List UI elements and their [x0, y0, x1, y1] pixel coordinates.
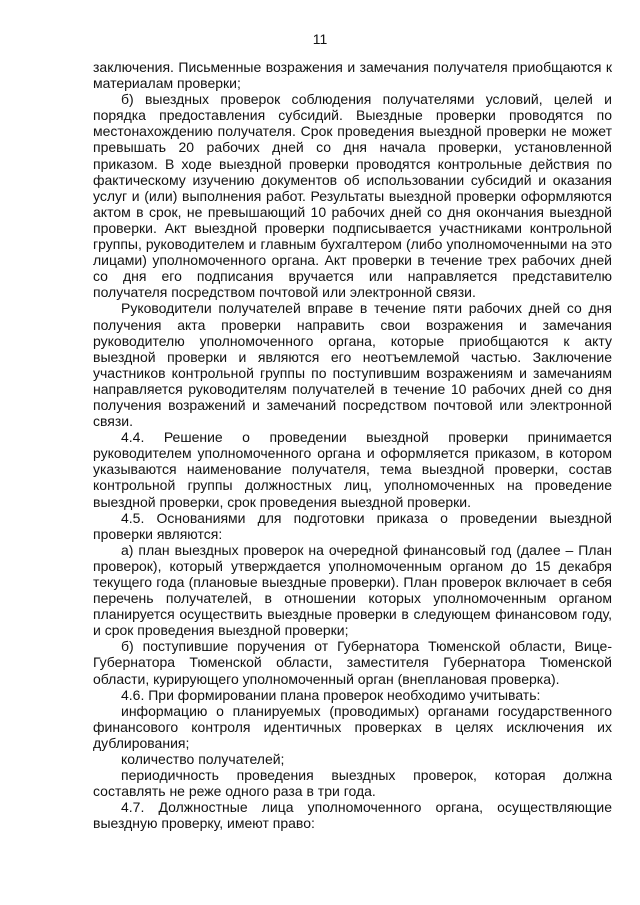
paragraph-continuation: заключения. Письменные возражения и замечания получателя приобщаются к материалам проверки;: [93, 59, 612, 92]
paragraph-item-a: а) план выездных проверок на очередной финансовый год (далее – План проверок), который утверждается уполномоченным органом до 15 декабря текущего года (плановые выездные проверки). План проверок включает в себя перечень получателей, в отношении которых уполномоченным органом планируется осуществить выездные проверки в следующем финансовом году, и срок проведения выездной проверки;: [93, 541, 612, 639]
paragraph-objections: Руководители получателей вправе в течение пяти рабочих дней со дня получения акта проверки направить свои возражения и замечания руководителю уполномоченного органа, которые приобщаются к акту выездной проверки и являются его неотъемлемой частью. Заключение участников контрольной группы по поступившим возражениям и замечаниям направляется руководителям получателей в течение 10 рабочих дней со дня получения возражений и замечаний посредством почтовой или электронной связи.: [93, 300, 612, 430]
paragraph-clause-4-6: 4.6. При формировании плана проверок необходимо учитывать:: [121, 686, 541, 703]
paragraph-frequency: периодичность проведения выездных проверок, которая должна составлять не реже одного раза в три года.: [93, 767, 612, 800]
paragraph-recipient-count: количество получателей;: [121, 751, 285, 768]
paragraph-clause-4-7: 4.7. Должностные лица уполномоченного органа, осуществляющие выездную проверку, имеют право:: [93, 799, 612, 832]
page-number: 11: [312, 31, 328, 47]
paragraph-onsite-inspections: б) выездных проверок соблюдения получателями условий, целей и порядка предоставления субсидий. Выездные проверки проводятся по местонахождению получателя. Срок проведения выездной проверки не может превышать 20 рабочих дней со дня начала проверки, установленной приказом. В ходе выездной проверки проводятся контрольные действия по фактическому изучению документов об использовании субсидий и оказания услуг и (или) выполнения работ. Результаты выездной проверки оформляются актом в срок, не превышающий 10 рабочих дней со дня окончания выездной проверки. Акт выездной проверки подписывается участниками контрольной группы, руководителем и главным бухгалтером (либо уполномоченными на это лицами) уполномоченного органа. Акт проверки в течение трех рабочих дней со дня его подписания вручается или направляется представителю получателя посредством почтовой или электронной связи.: [93, 91, 612, 301]
document-body: [93, 59, 612, 832]
paragraph-clause-4-4: 4.4. Решение о проведении выездной проверки принимается руководителем уполномоченного органа и оформляется приказом, в котором указываются наименование получателя, тема выездной проверки, состав контрольной группы должностных лиц, уполномоченных на проведение выездной проверки, срок проведения выездной проверки.: [93, 429, 612, 510]
paragraph-information: информацию о планируемых (проводимых) органами государственного финансового контроля идентичных проверках в целях исключения их дублирования;: [93, 702, 612, 751]
paragraph-clause-4-5: 4.5. Основаниями для подготовки приказа о проведении выездной проверки являются:: [93, 509, 612, 542]
paragraph-item-b: б) поступившие поручения от Губернатора Тюменской области, Вице-Губернатора Тюменской области, заместителя Губернатора Тюменской области, курирующего уполномоченный орган (внеплановая проверка).: [93, 638, 612, 687]
